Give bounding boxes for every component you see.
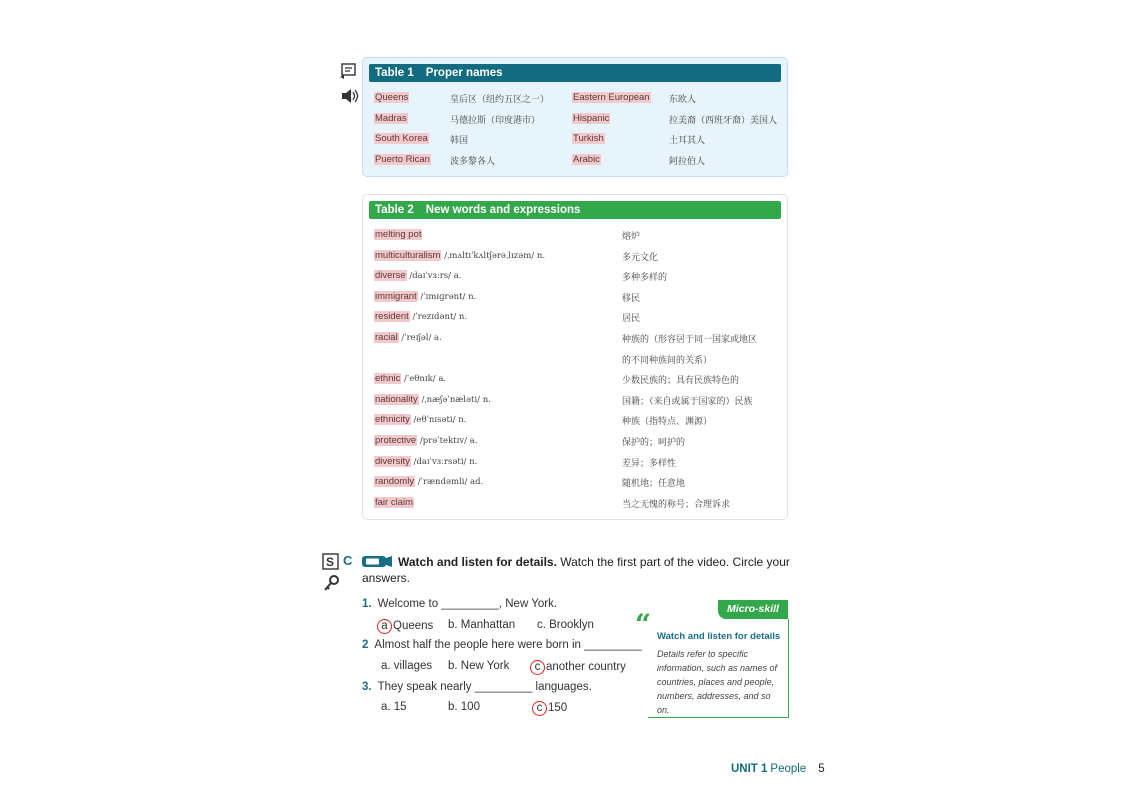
q1-option-b[interactable]: b. Manhattan (448, 619, 516, 631)
vocab-word: fair claim (375, 496, 414, 508)
table-header (369, 64, 781, 82)
table-new-words (362, 194, 788, 520)
vocab-meaning: 当之无愧的称号；合理诉求 (622, 499, 731, 510)
vocab-meaning: 国籍；（来自或属于国家的）民族 (622, 396, 753, 407)
micro-skill-tab: Micro-skill (718, 600, 788, 619)
vocab-meaning: 少数民族的；具有民族特色的 (622, 376, 740, 387)
q2-option-b[interactable]: b. New York (448, 660, 510, 672)
table-number: Table 2 (375, 204, 414, 216)
vocab-meaning: 居民 (622, 314, 641, 325)
q3-option-b[interactable]: b. 100 (448, 701, 480, 713)
vocab-word: racial /ˈreɪʃəl/ a. (375, 332, 442, 343)
proper-name-en: Hispanic (573, 112, 610, 124)
q3-option-c[interactable]: c 150 (532, 701, 567, 716)
vocab-phonetic: /daɪˈvɜːrs/ a. (406, 271, 462, 282)
vocab-phonetic: /prəˈtektɪv/ a. (417, 436, 478, 446)
proper-name-en: Madras (375, 112, 407, 124)
vocab-phonetic: /ˈrezɪdənt/ n. (409, 312, 468, 323)
unit-topic: People (770, 763, 807, 775)
vocab-word: diverse /daɪˈvɜːrs/ a. (375, 270, 462, 282)
table-header (369, 201, 781, 219)
vocab-word: ethnic /ˈeθnɪk/ a. (375, 373, 447, 385)
vocab-word: melting pot (375, 229, 422, 240)
page-number: 5 (818, 763, 825, 775)
exercise-title-rest: Watch the first part of the video. Circle your (556, 555, 790, 569)
exercise-title-cont: answers. (362, 571, 411, 585)
q-number: 3. (362, 681, 372, 693)
vocab-phonetic: /ˈeθnɪk/ a. (401, 374, 447, 385)
proper-name-en: Puerto Rican (375, 153, 430, 165)
proper-name-cn: 皇后区（纽约五区之一） (450, 95, 550, 105)
proper-name-cn: 波多黎各人 (450, 156, 496, 167)
q2-option-c[interactable]: c another country (530, 660, 626, 675)
q-text: They speak nearly _________ languages. (377, 681, 592, 693)
table-number: Table 1 (375, 67, 414, 79)
vocab-phonetic: /ˌmʌltɪˈkʌltʃərəˌlɪzəm/ n. (441, 250, 546, 261)
vocab-word: randomly /ˈrændəmli/ ad. (375, 476, 484, 488)
vocab-phonetic: /eθˈnɪsəti/ n. (410, 415, 467, 426)
vocab-meaning: 随机地；任意地 (622, 479, 686, 490)
table-title: New words and expressions (425, 204, 581, 216)
proper-name-en: South Korea (375, 133, 428, 144)
q-text: Welcome to _________, New York. (377, 598, 558, 610)
vocab-word: protective /prəˈtektɪv/ a. (375, 435, 478, 446)
vocab-phonetic: /ˈrændəmli/ ad. (415, 477, 484, 488)
question-2 (362, 639, 642, 651)
vocab-meaning: 的不同种族间的关系） (622, 355, 713, 366)
vocab-word: resident /ˈrezɪdənt/ n. (375, 311, 468, 323)
vocab-meaning: 移民 (622, 293, 641, 304)
svg-text:S: S (326, 555, 335, 569)
q1-option-a[interactable]: a Queens (377, 619, 433, 634)
proper-name-cn: 拉美裔（西班牙裔）美国人 (669, 115, 778, 126)
page-footer (731, 763, 825, 775)
q-number: 2 (362, 639, 369, 651)
exercise-instruction (398, 554, 793, 571)
q-text: Almost half the people here were born in _________ (374, 639, 642, 651)
vocab-word: multiculturalism /ˌmʌltɪˈkʌltʃərəˌlɪzəm/ n. (375, 249, 546, 261)
vocab-meaning: 保护的；呵护的 (622, 438, 686, 448)
audio-icon[interactable] (340, 87, 360, 105)
micro-skill-body: Details refer to specific information, such as names of countries, places and people, numbers, addresses, and so on. (657, 649, 778, 715)
vocab-word: nationality /ˌnæʃəˈnæləti/ n. (375, 393, 491, 405)
notebook-icon (339, 63, 359, 81)
proper-name-en: Eastern European (573, 92, 650, 103)
vocab-meaning: 熔炉 (622, 232, 641, 242)
question-1 (362, 598, 557, 610)
table-title: Proper names (425, 67, 503, 79)
proper-name-en: Queens (375, 92, 409, 103)
vocab-word: diversity /daɪˈvɜːrsəti/ n. (375, 455, 478, 467)
vocab-phonetic: /ˌnæʃəˈnæləti/ n. (418, 394, 491, 405)
vocab-phonetic: /daɪˈvɜːrsəti/ n. (410, 456, 478, 467)
answer-circle: a (377, 619, 392, 634)
answer-circle: c (530, 660, 545, 675)
vocab-meaning: 种族的（形容居于同一国家或地区 (622, 335, 758, 345)
vocab-meaning: 差异；多样性 (622, 458, 677, 469)
proper-name-cn: 阿拉伯人 (669, 156, 706, 167)
proper-name-cn: 马德拉斯（印度港市） (450, 115, 541, 126)
skill-s-icon (323, 554, 338, 569)
vocab-meaning: 多种多样的 (622, 273, 668, 284)
proper-name-en: Arabic (573, 153, 600, 165)
vocab-phonetic: /ˈreɪʃəl/ a. (398, 333, 442, 343)
question-3 (362, 681, 592, 693)
q2-option-a[interactable]: a. villages (381, 660, 433, 672)
vocab-phonetic: /ˈɪmɪɡrənt/ n. (417, 291, 477, 302)
vocab-word: immigrant /ˈɪmɪɡrənt/ n. (375, 290, 477, 302)
unit-label: UNIT 1 (731, 763, 768, 775)
exercise-title-bold: Watch and listen for details. (398, 555, 557, 569)
proper-name-cn: 土耳其人 (669, 136, 706, 146)
proper-name-cn: 东欧人 (669, 95, 697, 105)
proper-name-en: Turkish (573, 133, 604, 144)
proper-name-cn: 韩国 (450, 136, 469, 146)
q1-option-c[interactable]: c. Brooklyn (537, 619, 594, 631)
vocab-meaning: 多元文化 (622, 252, 659, 263)
table-proper-names (362, 57, 788, 177)
quote-mark-icon: “ (635, 608, 652, 641)
vocab-word: ethnicity /eθˈnɪsəti/ n. (375, 414, 467, 426)
q-number: 1. (362, 598, 372, 610)
vocab-meaning: 种族（指特点、渊源） (622, 417, 713, 428)
answer-circle: c (532, 701, 547, 716)
q3-option-a[interactable]: a. 15 (381, 701, 407, 713)
video-icon (362, 556, 392, 567)
key-icon (325, 576, 338, 590)
exercise-letter: C (343, 553, 353, 568)
micro-skill-title: Watch and listen for details (657, 631, 781, 642)
